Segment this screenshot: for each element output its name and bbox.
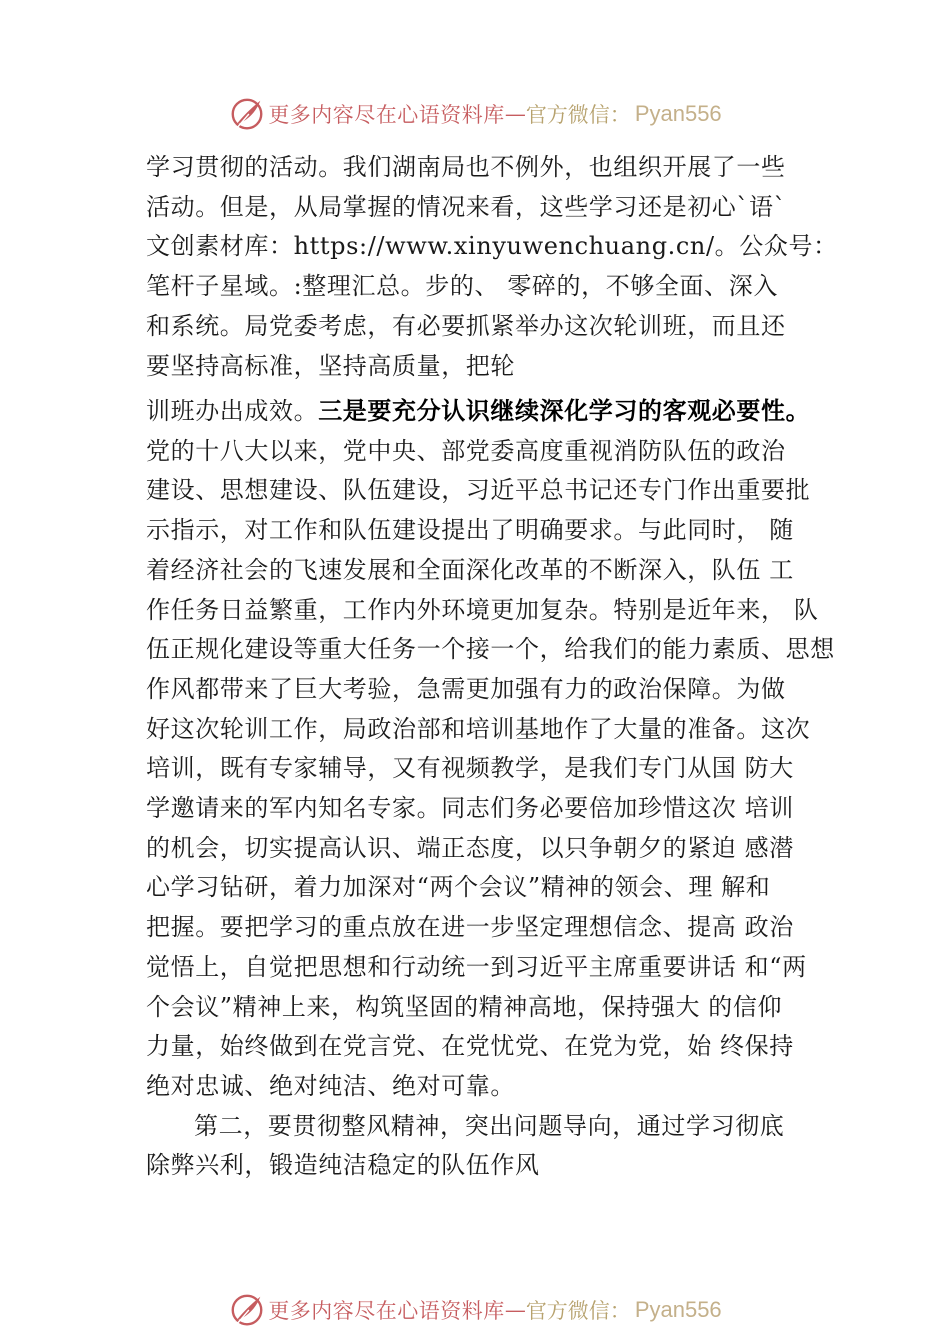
text-line: 作任务日益繁重，工作内外环境更加复杂。特别是近年来， 队 [146, 595, 819, 624]
watermark-id: Pyan556 [634, 101, 722, 126]
watermark-text: 更多内容尽在心语资料库 [268, 103, 505, 127]
text-line: 个会议”精神上来，构筑坚固的精神高地，保持强大 的信仰 [146, 992, 783, 1021]
header-watermark [0, 94, 950, 134]
text-line: 着经济社会的飞速发展和全面深化改革的不断深入，队伍 工 [146, 555, 794, 584]
quill-circle-logo-icon [228, 95, 266, 133]
text-line: 除弊兴利，锻造纯洁稳定的队伍作风 [146, 1151, 540, 1180]
paragraph-2 [146, 392, 836, 1186]
text-line: 伍正规化建设等重大任务一个接一个，给我们的能力素质、思想 [146, 635, 835, 664]
text-line: 和系统。局党委考虑，有必要抓紧举办这次轮训班，而且还 [146, 311, 786, 340]
text-line: 的机会，切实提高认识、端正态度，以只争朝夕的紧迫 感潜 [146, 833, 794, 862]
text-line: 笔杆子星域。:整理汇总。步的、 零碎的，不够全面、深入 [146, 272, 778, 301]
text-line: 好这次轮训工作，局政治部和培训基地作了大量的准备。这次 [146, 714, 811, 743]
text-line: 绝对忠诚、绝对纯洁、绝对可靠。 [146, 1071, 515, 1100]
text-line: 作风都带来了巨大考验，急需更加强有力的政治保障。为做 [146, 674, 786, 703]
text-line: 培训，既有专家辅导，又有视频教学，是我们专门从国 防大 [146, 754, 794, 783]
text-line [146, 392, 836, 432]
section-heading: 三是要充分认识继续深化学习的客观必要性。 [318, 397, 811, 425]
watermark-separator: — [504, 1298, 526, 1322]
watermark-id: Pyan556 [634, 1297, 722, 1322]
text-line: 建设、思想建设、队伍建设，习近平总书记还专门作出重要批 [146, 476, 811, 505]
text-plain: 训班办出成效。 [146, 397, 319, 425]
text-line: 文创素材库：https://www.xinyuwenchuang.cn/。公众号： [146, 232, 838, 261]
text-line: 力量，始终做到在党言党、在党忧党、在党为党，始 终保持 [146, 1032, 794, 1061]
watermark-text: 更多内容尽在心语资料库 [268, 1299, 505, 1323]
watermark-label: 官方微信： [525, 1299, 631, 1323]
watermark-separator: — [504, 102, 526, 126]
text-line: 示指示，对工作和队伍建设提出了明确要求。与此同时， 随 [146, 516, 794, 545]
quill-circle-logo-icon [228, 1291, 266, 1329]
text-line: 学邀请来的军内知名专家。同志们务必要倍加珍惜这次 培训 [146, 794, 794, 823]
text-line: 学习贯彻的活动。我们湖南局也不例外，也组织开展了一些 [146, 153, 786, 181]
text-line: 觉悟上，自觉把思想和行动统一到习近平主席重要讲话 和“两 [146, 952, 807, 981]
footer-watermark [0, 1290, 950, 1330]
watermark-label: 官方微信： [525, 103, 631, 127]
text-line: 心学习钻研，着力加深对“两个会议”精神的领会、理 解和 [146, 873, 771, 902]
text-line: 把握。要把学习的重点放在进一步坚定理想信念、提高 政治 [146, 913, 794, 942]
text-line: 党的十八大以来，党中央、部党委高度重视消防队伍的政治 [146, 436, 786, 465]
text-line: 要坚持高标准，坚持高质量，把轮 [146, 351, 515, 380]
text-line: 第二，要贯彻整风精神，突出问题导向，通过学习彻底 [194, 1111, 785, 1140]
paragraph-1 [146, 148, 836, 386]
text-line: 活动。但是，从局掌握的情况来看，这些学习还是初心`语` [146, 192, 787, 221]
